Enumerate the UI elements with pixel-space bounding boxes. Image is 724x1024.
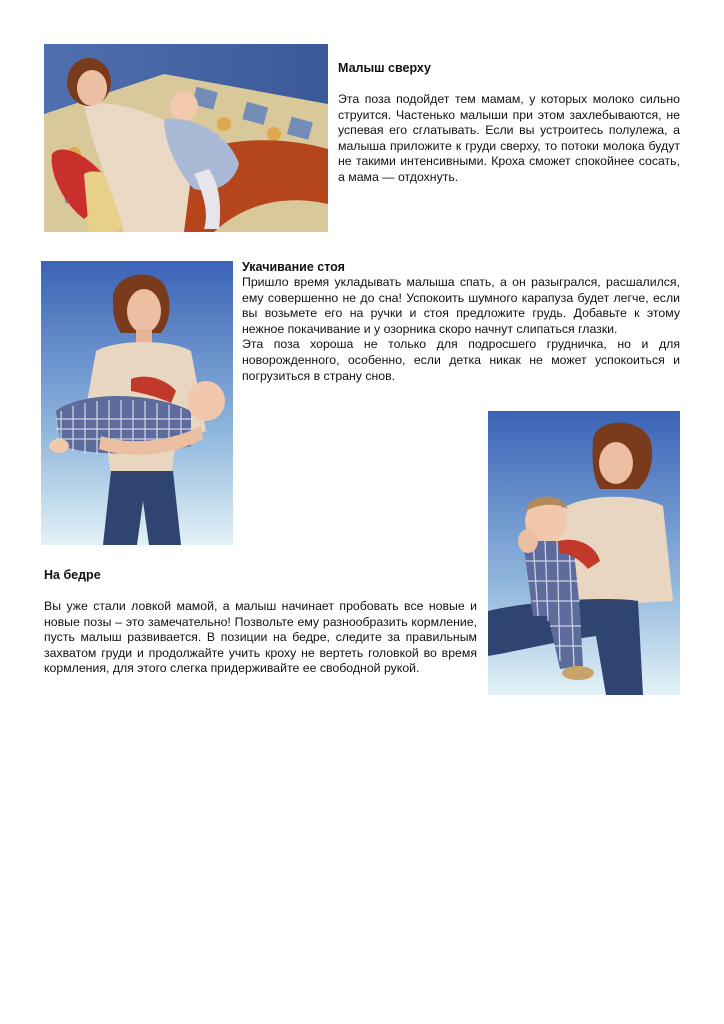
section-text-standing-rocking <box>242 275 680 384</box>
paragraph: Пришло время укладывать малыша спать, а он разыгрался, расшалился, ему совершенно не до сна! Успокоить шумного карапуза будет легче, если вы возьмете его на ручки и стоя предложите грудь. Добавьте к этому нежное покачивание и у озорника скоро начнут слипаться глазки. <box>242 275 680 336</box>
photo-standing-rocking-illustration <box>41 261 233 545</box>
section-text-baby-on-top <box>338 92 680 186</box>
paragraph: Эта поза подойдет тем мамам, у которых молоко сильно струится. Частенько малыши при этом захлебываются, не успевая его сглатывать. Если вы устроитесь полулежа, а малыша приложите к груди сверху, то потоки молока будут не такими интенсивными. Кроха сможет спокойнее сосать, а мама — отдохнуть. <box>338 92 680 184</box>
section-heading-on-hip: На бедре <box>44 568 101 582</box>
paragraph: Эта поза хороша не только для подросшего грудничка, но и для новорожденного, особенно, если детка никак не может успокоиться и погрузиться в страну снов. <box>242 337 680 383</box>
photo-baby-on-top-illustration <box>44 44 328 232</box>
photo-standing-rocking <box>41 261 233 545</box>
photo-baby-on-top <box>44 44 328 232</box>
paragraph: Вы уже стали ловкой мамой, а малыш начинает пробовать все новые и новые позы – это замечательно! Позвольте ему разнообразить кормление, пусть малыш развивается. В позиции на бедре, следите за правильным захватом груди и продолжайте учить кроху не вертеть головкой во время кормления, для этого слегка придерживайте ее свободной рукой. <box>44 599 477 676</box>
section-heading-baby-on-top: Малыш сверху <box>338 61 431 75</box>
section-heading-standing-rocking: Укачивание стоя <box>242 260 345 274</box>
photo-on-hip <box>488 411 680 695</box>
section-text-on-hip <box>44 599 477 677</box>
photo-on-hip-illustration <box>488 411 680 695</box>
